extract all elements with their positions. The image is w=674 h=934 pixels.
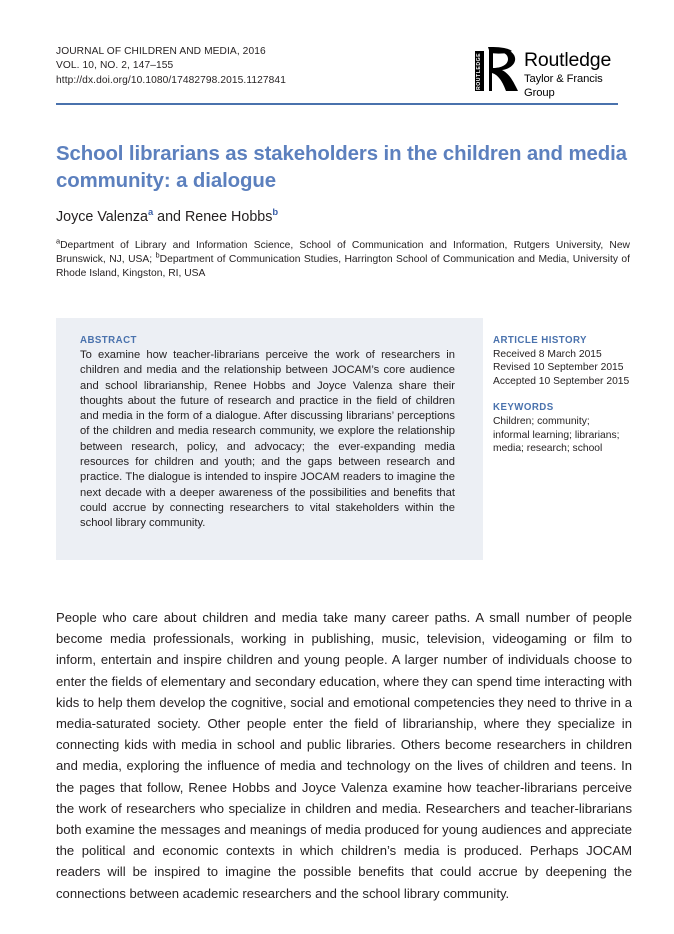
abstract-heading: ABSTRACT: [80, 335, 137, 346]
abstract-content: [80, 334, 455, 532]
affiliation-text-a: Department of Library and Information Science, School of Communication and Information, Rutgers University, New Brunswick, NJ, USA;: [56, 240, 630, 266]
header-divider-rule: [56, 103, 618, 105]
keywords-line-1: Children; community;: [493, 416, 590, 428]
publisher-name: Routledge: [524, 49, 612, 71]
author-affiliation-marker-b: b: [272, 206, 279, 218]
keywords-block: [493, 401, 638, 455]
affiliation-text-b: Department of Communication Studies, Harrington School of Communication and Media, University of Rhode Island, Kingston, RI, USA: [56, 254, 630, 280]
author-conjunction: and Renee Hobbs: [153, 209, 273, 225]
journal-title-line: JOURNAL OF CHILDREN AND MEDIA, 2016: [56, 46, 266, 57]
affiliations: [56, 236, 630, 281]
author-name-1: Joyce Valenza: [56, 209, 148, 225]
author-list: [56, 207, 632, 227]
abstract-body: To examine how teacher-librarians perceive the work of researchers in children and media and the relationship between JOCAM’s core audience and school librarianship, Renee Hobbs and Joyce Valenza share their thoughts about the future of research and practice in the field of children and media in the form of a dialogue. After discussing librarians’ perceptions of the children and media research community, we explore the relationship between research, policy, and advocacy; the ever-expanding media resources for children and youth; and the gaps between research and practice. The dialogue is intended to inspire JOCAM readers to imagine the next decade with a deeper awareness of the possibilities and benefits that could accrue by connecting researchers to vital stakeholders within the school library community.: [80, 349, 455, 530]
keywords-line-3: media; research; school: [493, 443, 603, 455]
affiliation-marker-a: a: [56, 236, 61, 246]
routledge-wordmark: [524, 49, 618, 100]
keywords-line-2: informal learning; librarians;: [493, 429, 620, 441]
volume-issue-pages-line: VOL. 10, NO. 2, 147–155: [56, 60, 174, 72]
revised-date: Revised 10 September 2015: [493, 362, 624, 374]
received-date: Received 8 March 2015: [493, 349, 602, 360]
article-history-block: [493, 334, 638, 388]
routledge-r-icon: [486, 47, 520, 93]
affiliation-marker-b: b: [155, 250, 160, 260]
author-affiliation-marker-a: a: [147, 206, 154, 218]
article-sidebar: [493, 334, 638, 455]
accepted-date: Accepted 10 September 2015: [493, 375, 630, 387]
routledge-logo-mark: [474, 47, 520, 93]
journal-metadata: [56, 45, 286, 88]
publisher-tagline: Taylor & Francis Group: [524, 73, 603, 99]
routledge-vertical-wordmark: ROUTLEDGE: [476, 52, 482, 90]
article-history-heading: ARTICLE HISTORY: [493, 335, 587, 346]
keywords-heading: KEYWORDS: [493, 402, 554, 414]
page-title: School librarians as stakeholders in the children and media community: a dialogue: [56, 143, 627, 192]
abstract-panel: [56, 318, 483, 560]
masthead: [56, 45, 618, 103]
doi-link[interactable]: http://dx.doi.org/10.1080/17482798.2015.1127841: [56, 74, 286, 86]
body-paragraph-1: People who care about children and media take many career paths. A small number of people become media professionals, working in publishing, music, television, videogaming or film to inform, entertain and inspire children and young people. A larger number of individuals choose to enter the fields of elementary and secondary education, where they can spend time interacting with kids to help them develop the cognitive, social and emotional competencies they need to thrive in a media-saturated society. Other people enter the field of librarianship, where they specialize in connecting kids with media in school and public libraries. Others become researchers in children and media, exploring the influence of media and technology on the lives of children and teens. In the pages that follow, Renee Hobbs and Joyce Valenza examine how teacher-librarians perceive the work of researchers who specialize in children and media. Researchers and teacher-librarians both examine the messages and meanings of media produced for young audiences and appreciate the political and economic contexts in which children’s media is produced. Perhaps JOCAM readers will be inspired to imagine the possible benefits that could accrue by deepening the connections between academic researchers and the school library community.: [56, 610, 632, 901]
routledge-logo: [468, 45, 618, 97]
